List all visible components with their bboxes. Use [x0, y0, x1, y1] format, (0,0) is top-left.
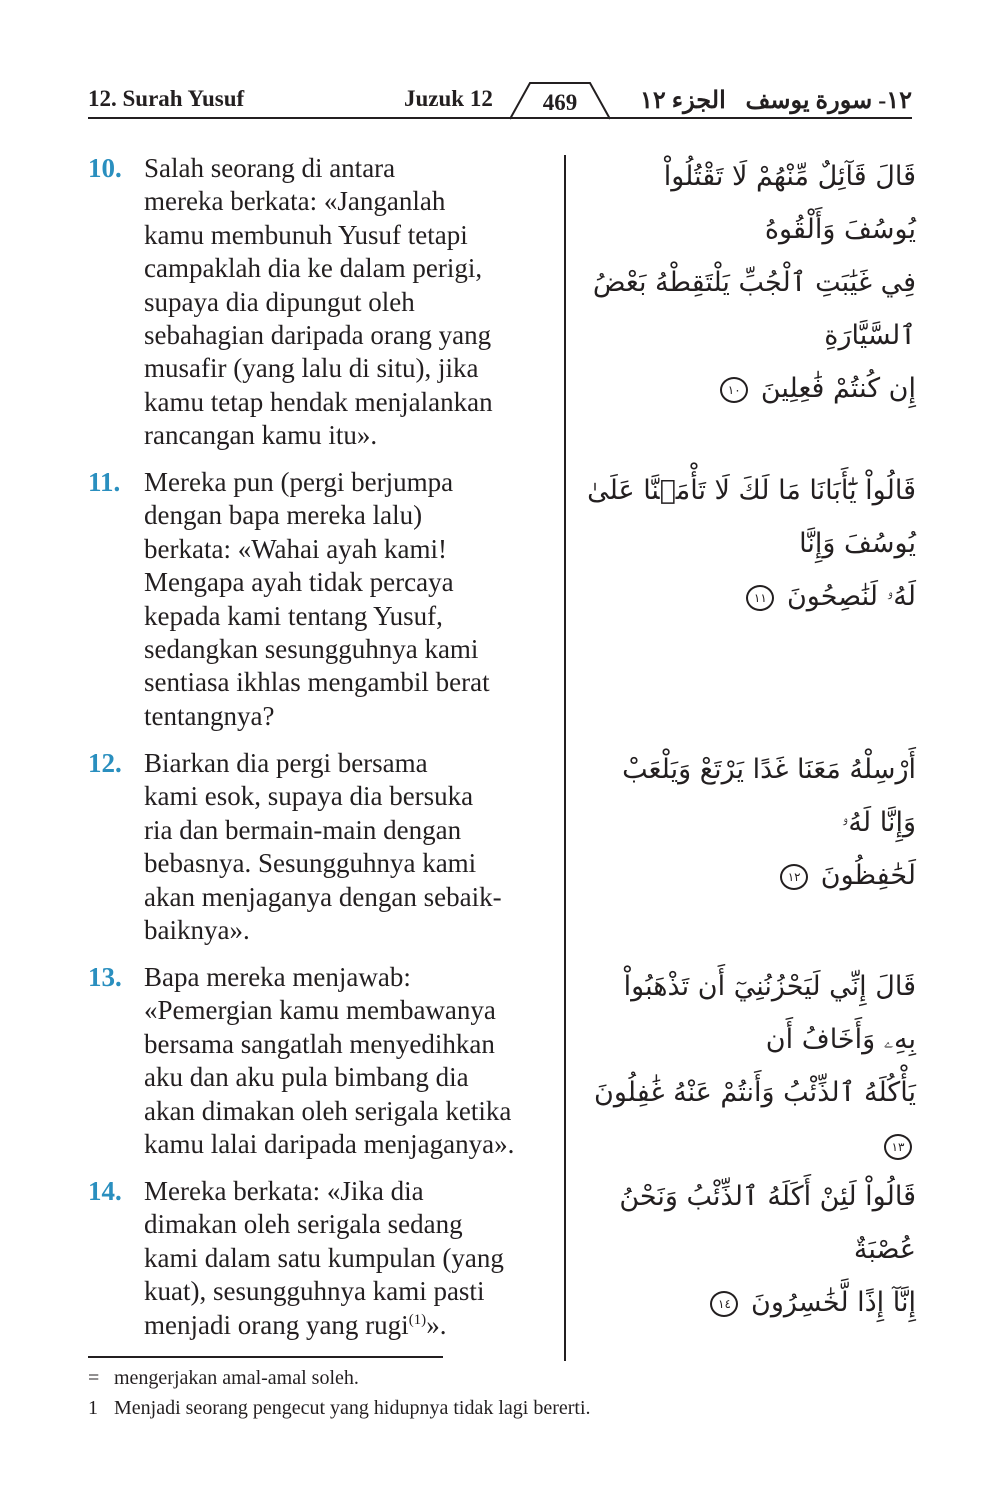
page-header	[88, 86, 912, 126]
verse-translation	[144, 1175, 560, 1342]
verse-translation	[144, 747, 560, 947]
translation-line: kamu lalai daripada menjaganya».	[144, 1129, 515, 1160]
page-number: 469	[542, 90, 578, 115]
arabic-line-last	[586, 362, 916, 415]
ayah-end-marker: ١١	[746, 585, 774, 611]
arabic-line: يَأْكُلَهُ ٱلذِّئْبُ وَأَنتُمْ عَنْهُ غَٰفِلُونَ	[594, 1077, 916, 1108]
verse-number: 12.	[88, 748, 122, 778]
arabic-line: قَالَ قَآئِلٌ مِّنْهُمْ لَا تَقْتُلُواْ يُوسُفَ وَأَلْقُوهُ	[663, 161, 916, 245]
arabic-line-last	[586, 849, 916, 902]
translation-line: sebahagian daripada orang yang	[144, 320, 492, 351]
verse-number: 11.	[88, 467, 121, 497]
footnote-reference[interactable]: (1)	[408, 1311, 427, 1328]
footnote-marker: 1	[88, 1397, 98, 1419]
page-number-tab	[508, 81, 612, 121]
footnote	[88, 1396, 591, 1420]
translation-line: Biarkan dia pergi bersama	[144, 748, 428, 778]
translation-line: kami dalam satu kumpulan (yang	[144, 1242, 504, 1273]
translation-line: supaya dia dipungut oleh	[144, 286, 415, 317]
arabic-line: أَرْسِلْهُ مَعَنَا غَدًا يَرْتَعْ وَيَلْعَبْ وَإِنَّا لَهُۥ	[622, 754, 916, 838]
translation-line: campaklah dia ke dalam perigi,	[144, 253, 483, 284]
translation-line: sentiasa ikhlas mengambil berat	[144, 667, 490, 698]
translation-line: bersama sangatlah menyedihkan	[144, 1028, 495, 1059]
translation-line: tentangnya?	[144, 700, 275, 731]
translation-line: kuat), sesungguhnya kami pasti	[144, 1276, 485, 1307]
translation-line: kami esok, supaya dia bersuka	[144, 781, 474, 812]
translation-line: bebasnya. Sesungguhnya kami	[144, 848, 477, 879]
arabic-line: فِي غَيَٰبَتِ ٱلْجُبِّ يَلْتَقِطْهُ بَعْضُ ٱلسَّيَّارَةِ	[592, 267, 916, 351]
verse-number: 14.	[88, 1176, 122, 1206]
translation-line: menjadi orang yang rugi	[144, 1309, 409, 1340]
surah-title-latin: 12. Surah Yusuf	[88, 86, 245, 111]
verse-number: 10.	[88, 153, 122, 183]
arabic-line-last	[586, 1066, 916, 1172]
translation-line: mereka berkata: «Janganlah	[144, 186, 446, 217]
verse-arabic	[586, 743, 916, 902]
footnote-text: Menjadi seorang pengecut yang hidupnya tidak lagi bererti.	[114, 1397, 591, 1419]
arabic-line: إِن كُنتُمْ فَٰعِلِينَ	[760, 373, 916, 404]
column-divider	[564, 155, 566, 1361]
header-rule	[88, 117, 912, 119]
translation-line: ria dan bermain-main dengan	[144, 814, 462, 845]
verse-translation	[144, 152, 560, 453]
translation-line: kamu membunuh Yusuf tetapi	[144, 219, 468, 250]
verse-arabic	[586, 150, 916, 415]
arabic-line-last	[586, 570, 916, 623]
arabic-line: إِنَّآ إِذًا لَّخَٰسِرُونَ	[751, 1287, 916, 1318]
translation-line: Mengapa ayah tidak percaya	[144, 567, 454, 598]
arabic-line: لَهُۥ لَنَٰصِحُونَ	[786, 581, 916, 612]
ayah-end-marker: ١٣	[884, 1134, 912, 1160]
ayah-end-marker: ١٠	[720, 377, 748, 403]
translation-line: aku dan aku pula bimbang dia	[144, 1062, 469, 1093]
translation-line-last	[144, 1309, 560, 1342]
translation-line: kepada kami tentang Yusuf,	[144, 600, 443, 631]
footnote-marker: =	[88, 1367, 100, 1389]
translation-line: rancangan kamu itu».	[144, 420, 378, 451]
verse-arabic	[586, 960, 916, 1172]
translation-line: «Pemergian kamu membawanya	[144, 995, 496, 1026]
footnote-text: mengerjakan amal-amal soleh.	[114, 1367, 359, 1389]
verse-arabic	[586, 464, 916, 623]
translation-line: akan dimakan oleh serigala ketika	[144, 1095, 512, 1126]
arabic-line: لَحَٰفِظُونَ	[820, 860, 916, 891]
verse-translation	[144, 961, 560, 1161]
verse-arabic	[586, 1170, 916, 1329]
surah-title-arabic: ١٢- سورة يوسف	[745, 88, 912, 114]
verse-number: 13.	[88, 962, 122, 992]
arabic-line: قَالُواْ يَٰٓأَبَانَا مَا لَكَ لَا تَأْمَ۬نَّا عَلَىٰ يُوسُفَ وَإِنَّا	[587, 475, 916, 559]
verse-translation	[144, 466, 560, 733]
closing-quote: ».	[426, 1309, 447, 1340]
ayah-end-marker: ١٢	[780, 864, 808, 890]
translation-line: sedangkan sesungguhnya kami	[144, 634, 479, 665]
footnote-rule	[88, 1356, 443, 1358]
translation-line: baiknya».	[144, 915, 250, 946]
translation-line: dengan bapa mereka lalu)	[144, 500, 423, 531]
translation-line: berkata: «Wahai ayah kami!	[144, 533, 447, 564]
translation-line: Salah seorang di antara	[144, 153, 396, 183]
translation-line: kamu tetap hendak menjalankan	[144, 386, 493, 417]
translation-line: musafir (yang lalu di situ), jika	[144, 353, 479, 384]
juz-label-arabic: الجزء ١٢	[640, 88, 726, 114]
translation-line: dimakan oleh serigala sedang	[144, 1209, 463, 1240]
translation-line: Mereka pun (pergi berjumpa	[144, 467, 454, 497]
translation-line: akan menjaganya dengan sebaik-	[144, 881, 502, 912]
translation-line: Mereka berkata: «Jika dia	[144, 1176, 424, 1206]
ayah-end-marker: ١٤	[710, 1291, 738, 1317]
footnote	[88, 1366, 359, 1390]
arabic-line-last	[586, 1276, 916, 1329]
arabic-line: قَالُواْ لَئِنْ أَكَلَهُ ٱلذِّئْبُ وَنَحْنُ عُصْبَةٌ	[619, 1181, 916, 1265]
arabic-line: قَالَ إِنِّي لَيَحْزُنُنِيٓ أَن تَذْهَبُواْ بِهِۦ وَأَخَافُ أَن	[623, 971, 916, 1055]
juzuk-label: Juzuk 12	[404, 86, 493, 111]
translation-line: Bapa mereka menjawab:	[144, 962, 411, 992]
